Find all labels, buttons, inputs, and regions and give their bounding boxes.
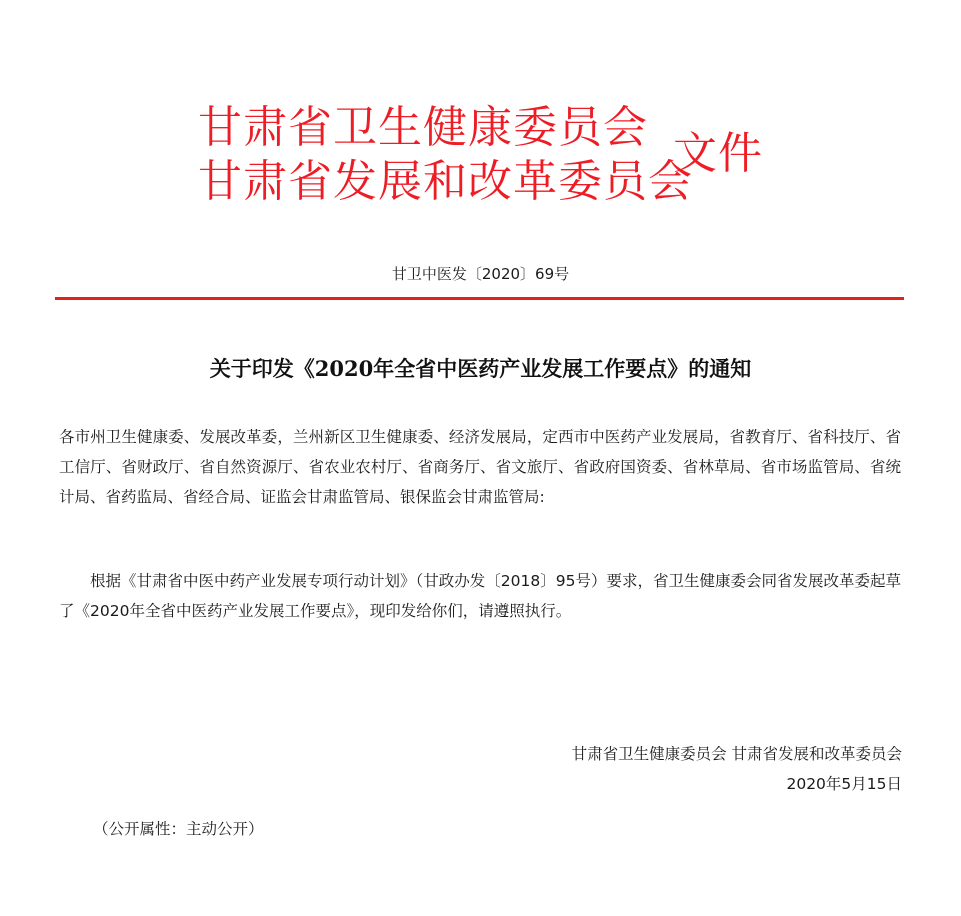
disclosure-attribute: （公开属性：主动公开） [93, 820, 264, 838]
document-type-suffix: 文件 [673, 128, 763, 179]
signature-block [572, 739, 902, 799]
body-paragraph: 根据《甘肃省中医中药产业发展专项行动计划》（甘政办发〔2018〕95号）要求，省卫生健康委会同省发展改革委起草了《2020年全省中医药产业发展工作要点》，现印发给你们，请遵照执行。 [59, 572, 901, 620]
document-title: 关于印发《2020年全省中医药产业发展工作要点》的通知 [209, 356, 752, 381]
red-divider-line [55, 297, 904, 300]
signature-date: 2020年5月15日 [786, 775, 902, 793]
issuer-name-development-commission: 甘肃省发展和改革委员会 [198, 156, 693, 207]
document-number: 甘卫中医发〔2020〕69号 [391, 265, 570, 283]
recipients-paragraph: 各市州卫生健康委、发展改革委，兰州新区卫生健康委、经济发展局，定西市中医药产业发展局，省教育厅、省科技厅、省工信厅、省财政厅、省自然资源厅、省农业农村厅、省商务厅、省文旅厅、省政府国资委、省林草局、省市场监管局、省统计局、省药监局、省经合局、证监会甘肃监管局、银保监会甘肃监管局: [59, 428, 901, 506]
signature-issuers: 甘肃省卫生健康委员会 甘肃省发展和改革委员会 [571, 745, 902, 763]
issuer-name-health-commission: 甘肃省卫生健康委员会 [198, 102, 648, 153]
